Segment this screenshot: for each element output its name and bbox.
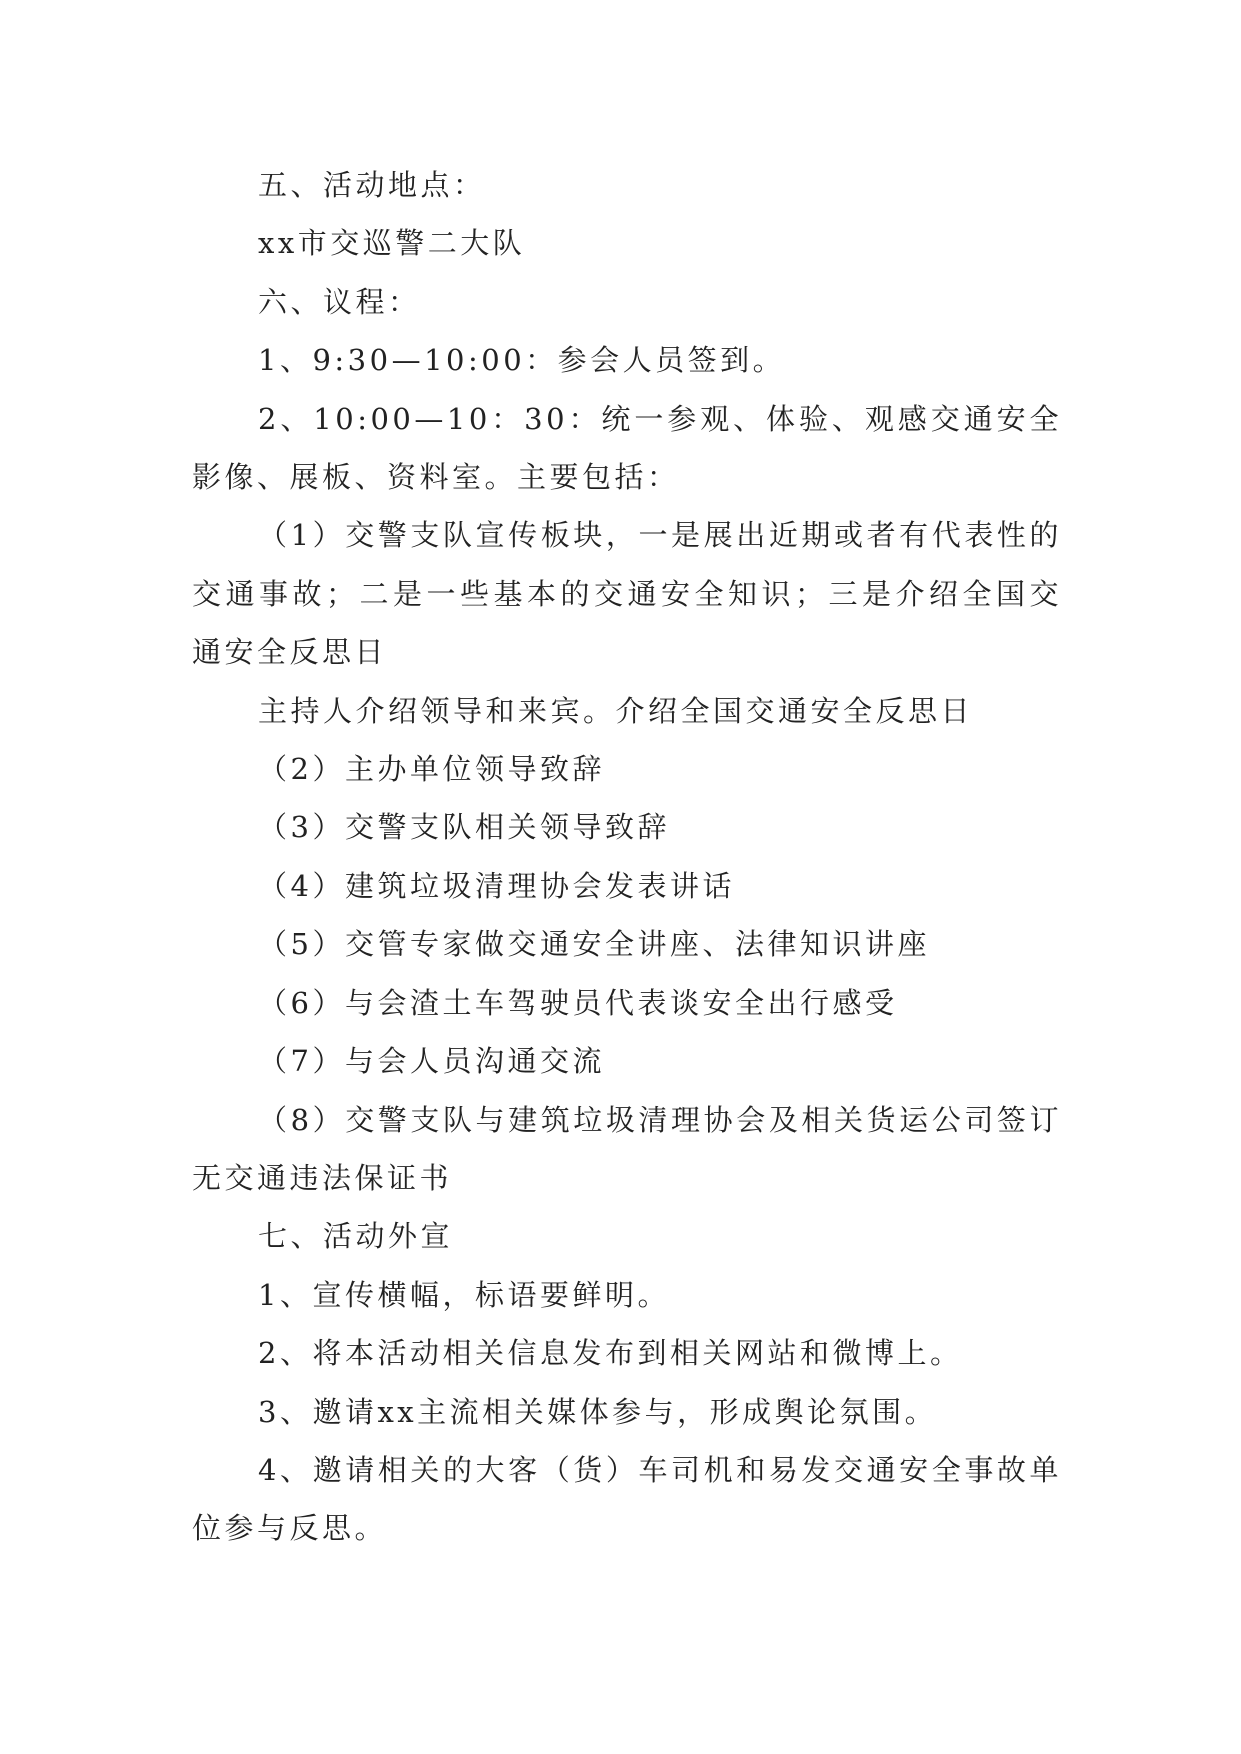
publicity-item-4: 4、邀请相关的大客（货）车司机和易发交通安全事故单位参与反思。 (192, 1452, 1062, 1546)
location-text: xx市交巡警二大队 (258, 226, 526, 261)
section-heading-agenda: 六、议程： (258, 284, 421, 319)
agenda-subitem-1: （1）交警支队宣传板块，一是展出近期或者有代表性的交通事故；二是一些基本的交通安全知识；三是介绍全国交通安全反思日 (192, 518, 1062, 670)
agenda-subitem-5: （5）交管专家做交通安全讲座、法律知识讲座 (258, 927, 930, 962)
host-introduction: 主持人介绍领导和来宾。介绍全国交通安全反思日 (258, 693, 974, 728)
agenda-subitem-6: （6）与会渣土车驾驶员代表谈安全出行感受 (258, 985, 898, 1020)
document-body (192, 156, 1062, 1558)
agenda-subitem-7: （7）与会人员沟通交流 (258, 1044, 605, 1079)
publicity-item-3: 3、邀请xx主流相关媒体参与，形成舆论氛围。 (258, 1394, 938, 1429)
agenda-item-1: 1、9:30—10:00：参会人员签到。 (258, 343, 786, 378)
agenda-item-2: 2、10:00—10：30：统一参观、体验、观感交通安全影像、展板、资料室。主要包括： (192, 401, 1062, 495)
agenda-subitem-2: （2）主办单位领导致辞 (258, 752, 605, 787)
section-heading-publicity: 七、活动外宣 (258, 1219, 454, 1254)
publicity-item-2: 2、将本活动相关信息发布到相关网站和微博上。 (258, 1336, 963, 1371)
publicity-item-1: 1、宣传横幅，标语要鲜明。 (258, 1277, 670, 1312)
agenda-subitem-4: （4）建筑垃圾清理协会发表讲话 (258, 868, 735, 903)
agenda-subitem-3: （3）交警支队相关领导致辞 (258, 810, 670, 845)
section-heading-location: 五、活动地点： (258, 168, 486, 202)
agenda-subitem-8: （8）交警支队与建筑垃圾清理协会及相关货运公司签订无交通违法保证书 (192, 1102, 1062, 1195)
